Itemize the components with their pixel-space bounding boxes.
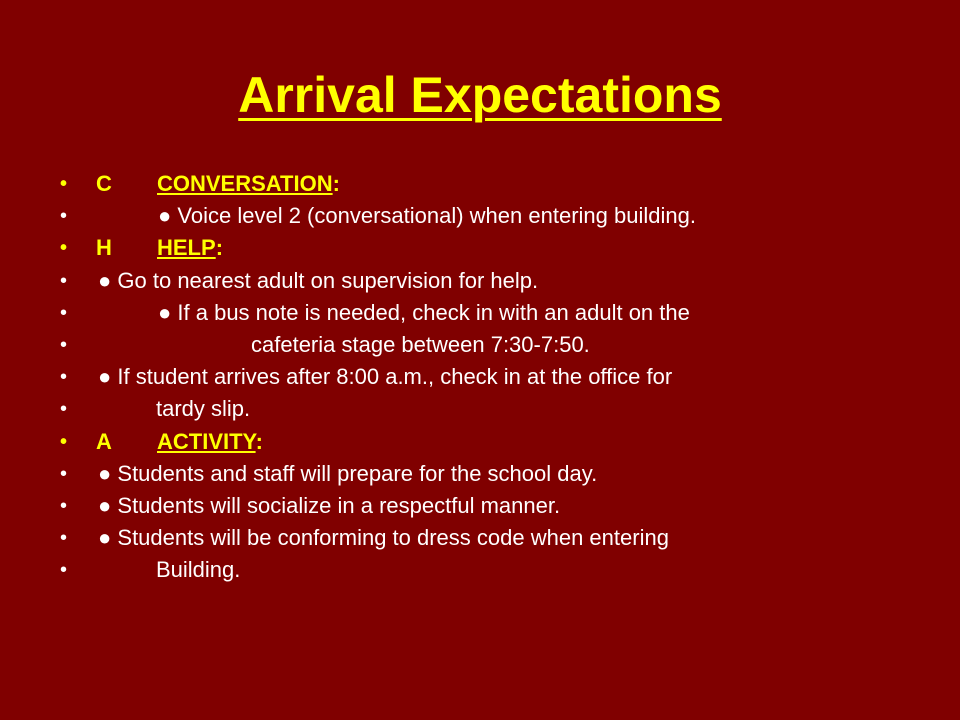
list-item — [60, 168, 920, 200]
item-text: ● If student arrives after 8:00 a.m., check in at the office for — [98, 364, 673, 390]
item-text: ● Go to nearest adult on supervision for help. — [98, 267, 539, 293]
list-item — [60, 393, 920, 425]
heading-word: HELP — [157, 235, 216, 261]
heading-suffix: : — [332, 171, 340, 196]
item-text: ● If a bus note is needed, check in with an adult on the — [158, 299, 690, 325]
list-item — [60, 426, 920, 458]
bullet-icon: • — [60, 366, 68, 389]
bullet-icon: • — [60, 398, 68, 421]
item-text: ● Voice level 2 (conversational) when entering building. — [158, 203, 696, 229]
list-item — [60, 200, 920, 232]
bullet-icon: • — [60, 430, 68, 453]
bullet-icon: • — [60, 527, 68, 550]
list-item — [60, 232, 920, 264]
list-item — [60, 361, 920, 393]
item-text: tardy slip. — [156, 396, 251, 422]
heading-word: CONVERSATION — [157, 171, 333, 196]
list-item — [60, 329, 920, 361]
item-text: Building. — [156, 557, 241, 583]
list-item — [60, 297, 920, 329]
item-text: ● Students and staff will prepare for the school day. — [98, 460, 598, 486]
item-text: cafeteria stage between 7:30-7:50. — [251, 331, 590, 357]
heading-letter: A — [96, 428, 112, 454]
list-item — [60, 458, 920, 490]
heading-word: ACTIVITY — [157, 428, 256, 454]
list-item — [60, 490, 920, 522]
bullet-icon: • — [60, 559, 68, 582]
bullet-icon: • — [60, 173, 68, 195]
bullet-icon: • — [60, 301, 68, 324]
list-item — [60, 554, 920, 586]
bullet-icon: • — [60, 333, 68, 356]
list-item — [60, 522, 920, 554]
bullet-list — [60, 168, 920, 586]
heading-suffix: : — [255, 428, 263, 454]
heading-letter: H — [96, 235, 112, 261]
bullet-icon: • — [60, 462, 68, 485]
list-item — [60, 265, 920, 297]
item-text: ● Students will be conforming to dress code when entering — [98, 525, 669, 551]
bullet-icon: • — [60, 205, 68, 228]
bullet-icon: • — [60, 269, 68, 292]
bullet-icon: • — [60, 237, 68, 260]
heading-letter: C — [96, 171, 112, 196]
bullet-icon: • — [60, 494, 68, 517]
slide-title: Arrival Expectations — [238, 67, 722, 123]
item-text: ● Students will socialize in a respectful manner. — [98, 492, 561, 518]
heading-suffix: : — [215, 235, 224, 261]
